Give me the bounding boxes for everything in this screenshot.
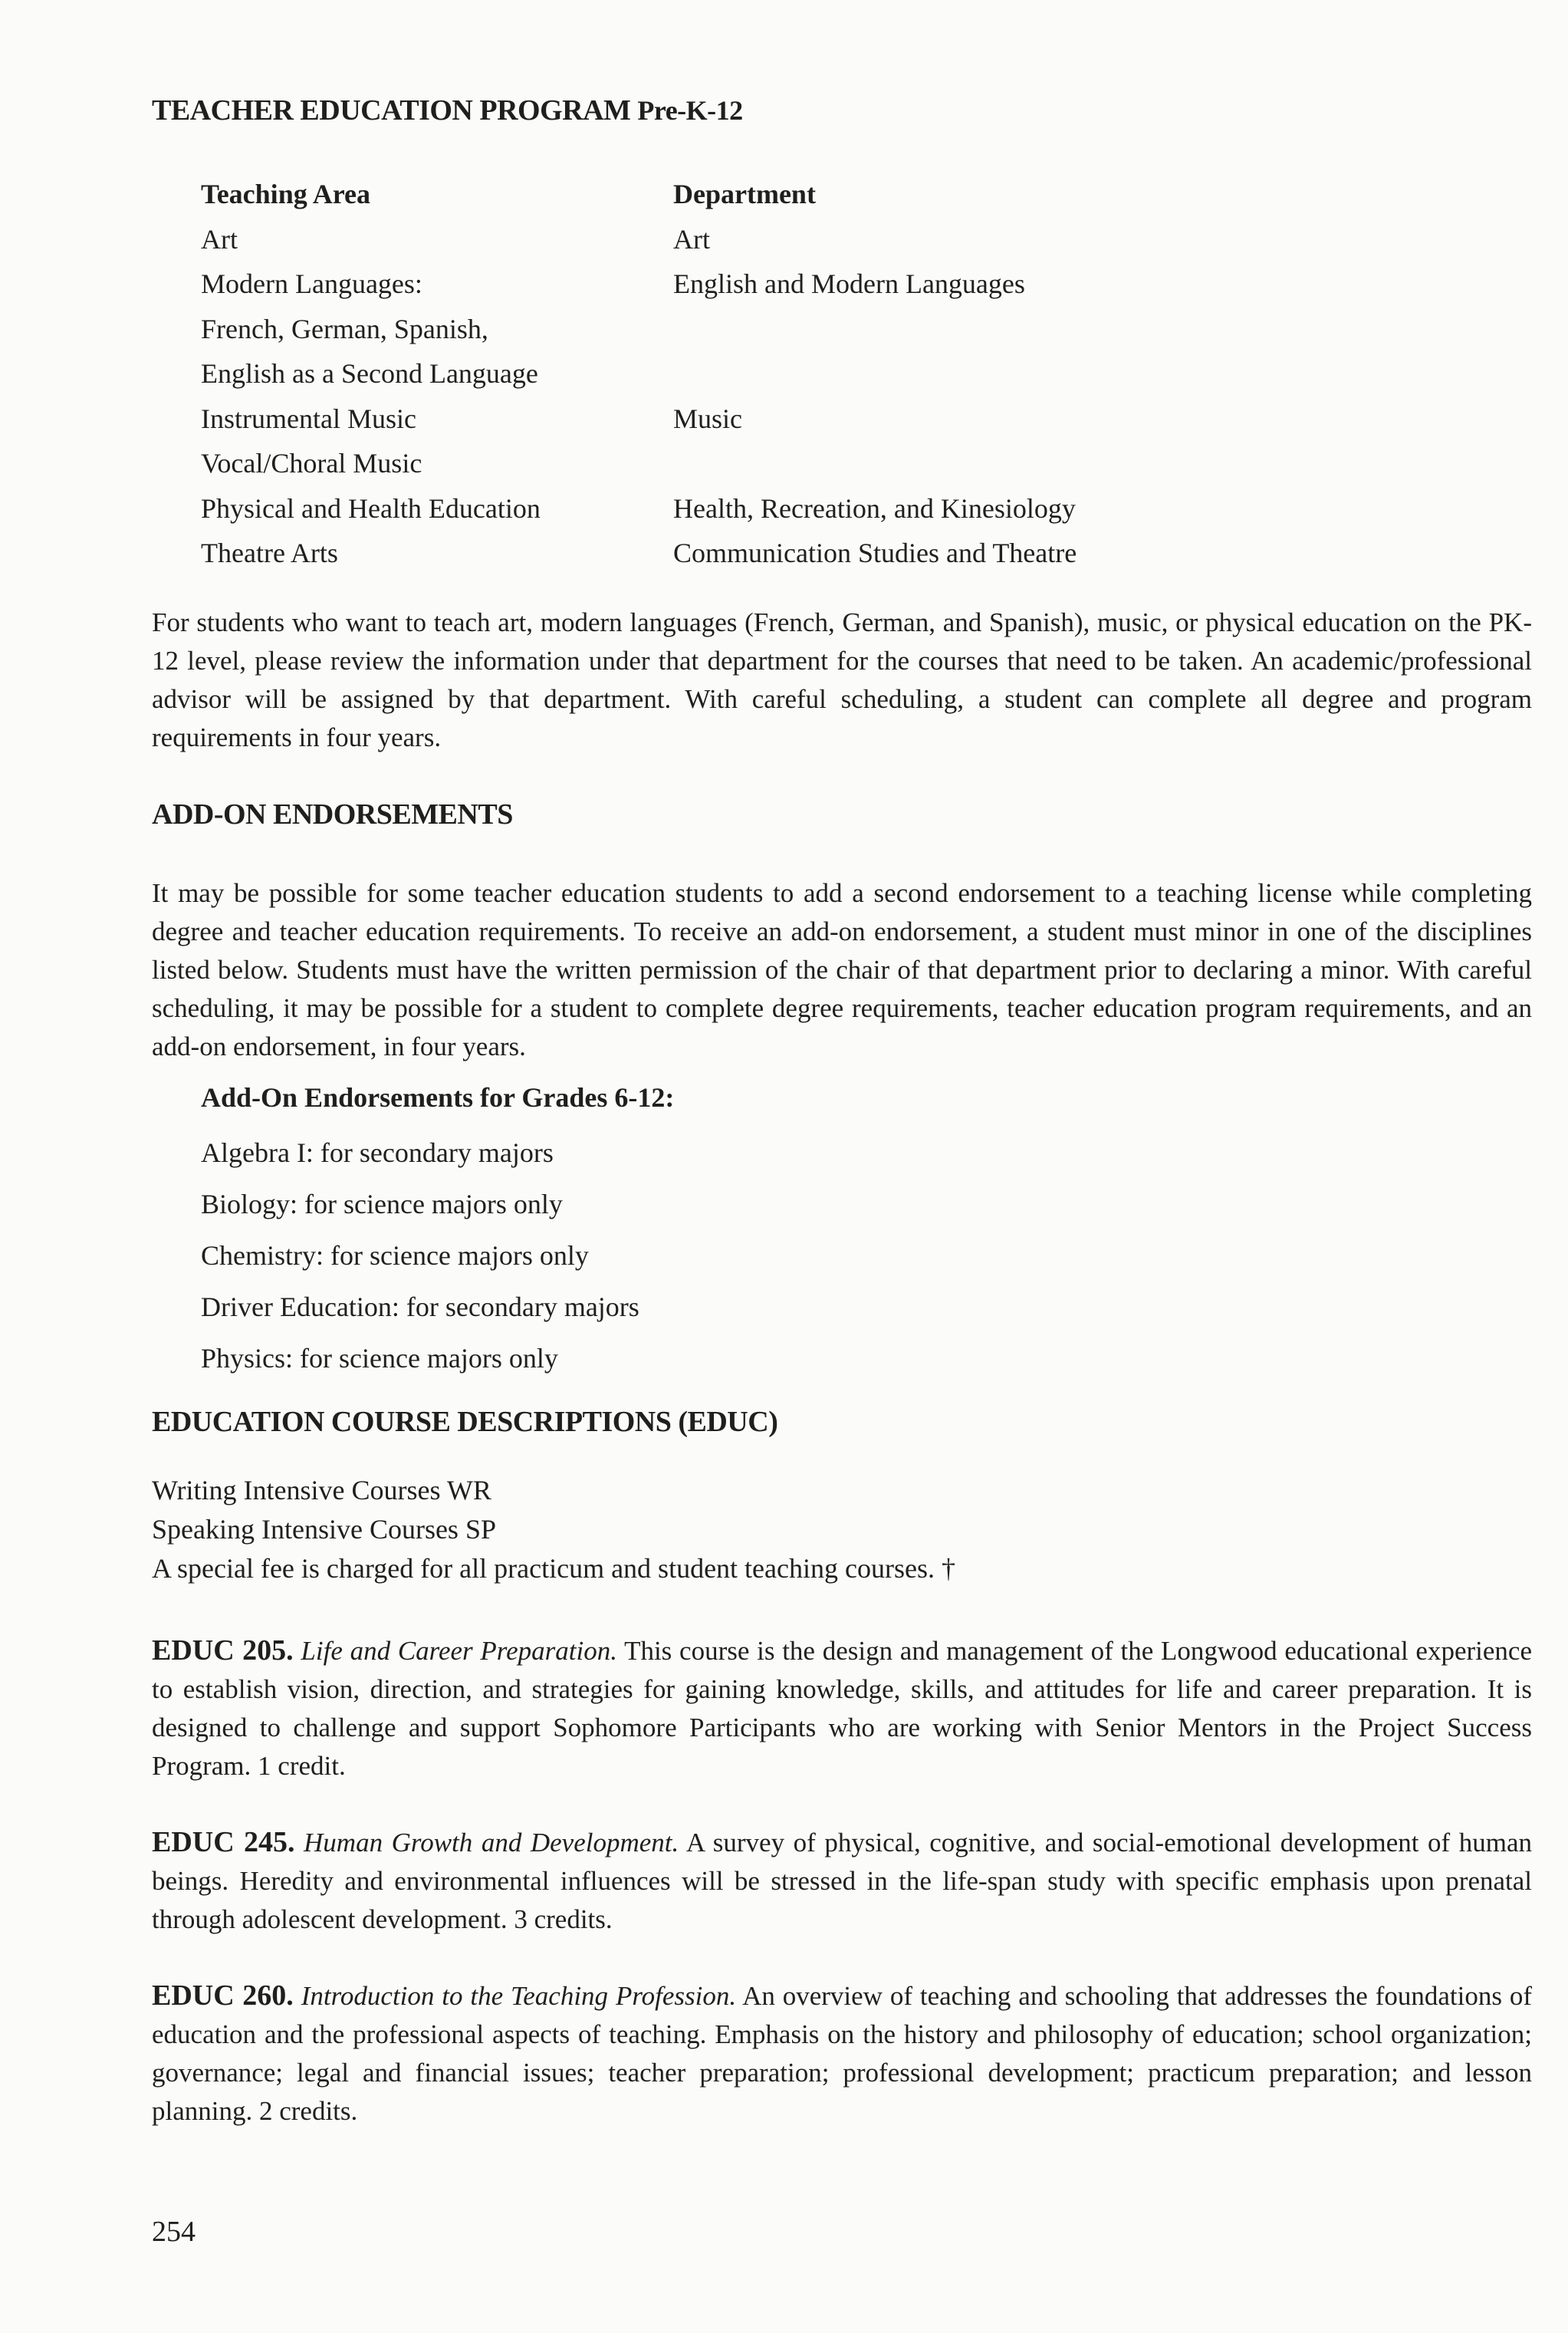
course-code: EDUC 260.	[152, 1979, 294, 2012]
teaching-area-cell: French, German, Spanish,	[201, 313, 488, 344]
course-description: An overview of teaching and schooling that addresses the foundations of education and the professional aspects of teaching. Emphasis on the history and philosophy of education; school organization; governance; legal and financial issues; teacher preparation; professional development; practicum preparation; and lesson planning. 2 credits.	[152, 1981, 1533, 2126]
course-title: Life and Career Preparation.	[301, 1636, 617, 1666]
course-description: A survey of physical, cognitive, and social-emotional development of human beings. Heredity and environmental influences will be stressed in the life-span study with specific emphasis upon prenatal through adolescent development. 3 credits.	[152, 1828, 1532, 1934]
department-cell: Communication Studies and Theatre	[673, 538, 1077, 568]
list-item: Driver Education: for secondary majors	[201, 1292, 639, 1322]
addon-paragraph: It may be possible for some teacher education students to add a second endorsement to a teaching license while completing degree and teacher education requirements. To receive an add-on endorsement, a student must minor in one of the disciplines listed below. Students must have the written permission of the chair of that department prior to declaring a minor. With careful scheduling, it may be possible for a student to complete degree requirements, teacher education program requirements, and an add-on endorsement, in four years.	[152, 878, 1532, 1061]
program-paragraph: For students who want to teach art, modern languages (French, German, and Spanish), music, or physical education on the PK-12 level, please review the information under that department for the courses that need to be taken. An academic/professional advisor will be assigned by that department. With careful scheduling, a student can complete all degree and program requirements in four years.	[152, 607, 1532, 752]
table-row	[201, 357, 1274, 403]
teaching-area-cell: Theatre Arts	[201, 538, 338, 568]
department-cell: Music	[673, 403, 742, 434]
department-cell: Health, Recreation, and Kinesiology	[673, 492, 1076, 524]
addon-subheading: Add-On Endorsements for Grades 6-12:	[201, 1082, 675, 1113]
table-row	[201, 403, 1274, 448]
endorsement-list	[201, 1127, 639, 1384]
table-row	[201, 268, 1274, 313]
course-entry	[152, 1976, 1532, 2131]
col-header-teaching-area: Teaching Area	[201, 179, 371, 209]
list-item: Biology: for science majors only	[201, 1189, 563, 1219]
list-item: Algebra I: for secondary majors	[201, 1137, 554, 1168]
table-row	[201, 447, 1274, 492]
courses-heading: EDUCATION COURSE DESCRIPTIONS (EDUC)	[152, 1406, 778, 1438]
teaching-area-cell: Physical and Health Education	[201, 492, 541, 524]
note-speaking-intensive: Speaking Intensive Courses SP	[152, 1514, 496, 1545]
program-heading-suffix: Pre-K-12	[637, 95, 743, 126]
course-title: Human Growth and Development.	[304, 1828, 679, 1858]
note-special-fee: A special fee is charged for all practicum and student teaching courses. †	[152, 1553, 955, 1584]
table-row	[201, 537, 1274, 582]
list-item: Physics: for science majors only	[201, 1343, 558, 1374]
course-title: Introduction to the Teaching Profession.	[301, 1981, 737, 2011]
note-writing-intensive: Writing Intensive Courses WR	[152, 1475, 491, 1505]
program-heading-text: TEACHER EDUCATION PROGRAM	[152, 94, 631, 127]
course-entry	[152, 1631, 1532, 1785]
program-heading	[152, 94, 743, 127]
course-code: EDUC 205.	[152, 1634, 294, 1667]
course-description: This course is the design and management of the Longwood educational experience to establish vision, direction, and strategies for gaining knowledge, skills, and attitudes for life and career preparation. It is designed to challenge and support Sophomore Participants who are working with Senior Mentors in the Project Success Program. 1 credit.	[152, 1636, 1532, 1781]
page-number: 254	[152, 2216, 196, 2248]
table-row	[201, 492, 1274, 538]
table-row	[201, 313, 1274, 358]
teaching-area-table	[201, 178, 1274, 582]
teaching-area-cell: Instrumental Music	[201, 403, 416, 434]
addon-heading: ADD-ON ENDORSEMENTS	[152, 798, 513, 831]
table-header-row	[201, 178, 1274, 223]
course-notes	[152, 1471, 955, 1588]
teaching-area-cell: Vocal/Choral Music	[201, 448, 422, 479]
teaching-area-cell: English as a Second Language	[201, 358, 538, 389]
col-header-department: Department	[673, 179, 816, 209]
department-cell: Art	[673, 223, 710, 255]
course-entry	[152, 1823, 1532, 1939]
table-row	[201, 223, 1274, 268]
department-cell: English and Modern Languages	[673, 268, 1025, 299]
teaching-area-cell: Art	[201, 223, 238, 255]
list-item: Chemistry: for science majors only	[201, 1240, 589, 1271]
course-code: EDUC 245.	[152, 1826, 295, 1858]
teaching-area-cell: Modern Languages:	[201, 268, 422, 299]
